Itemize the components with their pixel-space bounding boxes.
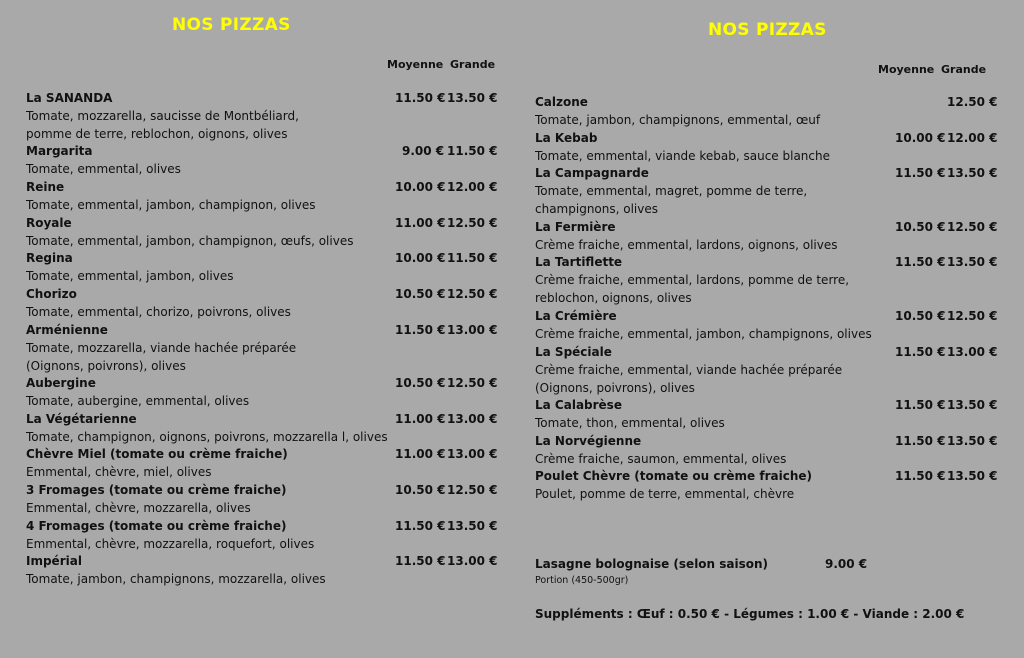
menu-item xyxy=(26,553,496,589)
item-name: La Kebab xyxy=(535,131,598,145)
price-grande: 13.50 € xyxy=(947,255,998,269)
menu-item xyxy=(26,250,496,286)
col-header-moyenne: Moyenne xyxy=(878,63,935,76)
price-moyenne: 10.00 € xyxy=(395,251,446,265)
item-desc: Tomate, champignon, oignons, poivrons, mozzarella l, olives xyxy=(26,429,388,444)
item-name: 4 Fromages (tomate ou crème fraiche) xyxy=(26,519,287,533)
item-name: Royale xyxy=(26,216,72,230)
item-name: Regina xyxy=(26,251,73,265)
price-moyenne: 11.00 € xyxy=(395,216,446,230)
item-name: Margarita xyxy=(26,144,93,158)
price-grande: 12.00 € xyxy=(447,180,498,194)
menu-item xyxy=(535,254,998,307)
price-grande: 12.50 € xyxy=(947,95,998,109)
menu-item xyxy=(535,308,998,344)
col-header-grande: Grande xyxy=(450,58,496,71)
price-moyenne: 11.00 € xyxy=(395,412,446,426)
menu-item xyxy=(26,446,496,482)
item-desc: Tomate, emmental, chorizo, poivrons, olives xyxy=(26,304,291,319)
menu-item xyxy=(535,219,998,255)
price-moyenne: 10.00 € xyxy=(895,131,946,145)
item-name: Impérial xyxy=(26,554,82,568)
price-moyenne: 10.50 € xyxy=(895,220,946,234)
menu-item xyxy=(26,143,496,179)
item-name: Reine xyxy=(26,180,65,194)
menu-item xyxy=(26,179,496,215)
price-moyenne: 10.50 € xyxy=(895,309,946,323)
price-grande: 13.50 € xyxy=(447,91,498,105)
col-header-moyenne: Moyenne xyxy=(387,58,444,71)
section-title: NOS PIZZAS xyxy=(172,15,291,35)
item-desc: Crème fraiche, saumon, emmental, olives xyxy=(535,451,787,466)
menu-item xyxy=(535,344,998,397)
menu-item xyxy=(26,411,496,447)
price-grande: 12.50 € xyxy=(447,287,498,301)
menu-item xyxy=(26,518,496,554)
price-grande: 12.50 € xyxy=(447,376,498,390)
price-grande: 13.50 € xyxy=(947,469,998,483)
menu-item xyxy=(535,397,998,433)
price-grande: 13.50 € xyxy=(947,166,998,180)
menu-item xyxy=(26,215,496,251)
menu-item xyxy=(535,468,998,504)
menu-item xyxy=(26,322,496,375)
menu-item xyxy=(535,165,998,218)
item-name: La Norvégienne xyxy=(535,434,642,448)
price-grande: 11.50 € xyxy=(447,251,498,265)
item-name: Poulet Chèvre (tomate ou crème fraiche) xyxy=(535,469,812,483)
item-desc: Tomate, thon, emmental, olives xyxy=(535,415,725,430)
price-grande: 12.50 € xyxy=(947,220,998,234)
price-grande: 12.00 € xyxy=(947,131,998,145)
menu-item xyxy=(535,94,998,130)
price-moyenne: 10.50 € xyxy=(395,483,446,497)
item-desc: Emmental, chèvre, mozzarella, roquefort, olives xyxy=(26,536,315,551)
lasagne-portion: Portion (450-500gr) xyxy=(535,575,629,586)
item-name: 3 Fromages (tomate ou crème fraiche) xyxy=(26,483,287,497)
price-moyenne: 10.50 € xyxy=(395,287,446,301)
item-name: La Crémière xyxy=(535,309,617,323)
price-moyenne: 11.50 € xyxy=(395,519,446,533)
price-moyenne: 11.50 € xyxy=(395,323,446,337)
price-grande: 13.50 € xyxy=(447,519,498,533)
price-grande: 11.50 € xyxy=(447,144,498,158)
menu-item xyxy=(26,482,496,518)
menu-item xyxy=(535,130,998,166)
item-name: Chèvre Miel (tomate ou crème fraiche) xyxy=(26,447,288,461)
item-desc: Emmental, chèvre, mozzarella, olives xyxy=(26,500,251,515)
item-desc: Poulet, pomme de terre, emmental, chèvre xyxy=(535,486,795,501)
col-header-grande: Grande xyxy=(941,63,987,76)
item-desc: Tomate, jambon, champignons, mozzarella, olives xyxy=(26,571,326,586)
item-desc: Tomate, emmental, jambon, champignon, olives xyxy=(26,197,316,212)
item-desc: Crème fraiche, emmental, lardons, pomme de terre, reblochon, oignons, olives xyxy=(535,272,850,305)
item-name: Arménienne xyxy=(26,323,108,337)
price-moyenne: 10.00 € xyxy=(395,180,446,194)
price-grande: 13.00 € xyxy=(447,554,498,568)
price-grande: 12.50 € xyxy=(447,216,498,230)
item-desc: Crème fraiche, emmental, viande hachée préparée (Oignons, poivrons), olives xyxy=(535,362,843,395)
item-desc: Tomate, mozzarella, viande hachée préparée (Oignons, poivrons), olives xyxy=(26,340,297,373)
section-title: NOS PIZZAS xyxy=(708,20,827,40)
price-moyenne: 11.50 € xyxy=(895,434,946,448)
item-desc: Tomate, jambon, champignons, emmental, œuf xyxy=(535,112,821,127)
item-name: Chorizo xyxy=(26,287,77,301)
menu-item xyxy=(26,286,496,322)
price-moyenne: 11.50 € xyxy=(895,469,946,483)
item-desc: Tomate, emmental, magret, pomme de terre, champignons, olives xyxy=(535,183,808,216)
price-grande: 13.50 € xyxy=(947,398,998,412)
item-name: Aubergine xyxy=(26,376,96,390)
item-name: La Végétarienne xyxy=(26,412,137,426)
price-moyenne: 11.50 € xyxy=(395,554,446,568)
item-name: La Tartiflette xyxy=(535,255,623,269)
item-desc: Crème fraiche, emmental, jambon, champignons, olives xyxy=(535,326,872,341)
price-moyenne: 11.50 € xyxy=(895,398,946,412)
item-name: La Calabrèse xyxy=(535,398,622,412)
price-grande: 12.50 € xyxy=(947,309,998,323)
item-desc: Tomate, emmental, viande kebab, sauce blanche xyxy=(535,148,830,163)
item-name: Lasagne bolognaise (selon saison) xyxy=(535,557,769,571)
menu-item xyxy=(26,375,496,411)
item-desc: Crème fraiche, emmental, lardons, oignons, olives xyxy=(535,237,838,252)
item-name: La SANANDA xyxy=(26,91,113,105)
item-desc: Tomate, emmental, olives xyxy=(26,161,181,176)
item-name: La Fermière xyxy=(535,220,616,234)
menu-item xyxy=(26,90,496,143)
price-grande: 13.00 € xyxy=(447,412,498,426)
item-desc: Tomate, emmental, jambon, olives xyxy=(26,268,234,283)
lasagne-item xyxy=(535,557,768,571)
price-grande: 13.50 € xyxy=(947,434,998,448)
price-moyenne: 9.00 € xyxy=(402,144,445,158)
item-name: La Spéciale xyxy=(535,345,612,359)
price-moyenne: 11.00 € xyxy=(395,447,446,461)
price-grande: 13.00 € xyxy=(447,323,498,337)
menu-item xyxy=(535,433,998,469)
price-moyenne: 11.50 € xyxy=(895,255,946,269)
price-grande: 13.00 € xyxy=(947,345,998,359)
price-grande: 13.00 € xyxy=(447,447,498,461)
price-moyenne: 11.50 € xyxy=(895,166,946,180)
price-grande: 12.50 € xyxy=(447,483,498,497)
item-desc: Tomate, emmental, jambon, champignon, œufs, olives xyxy=(26,233,354,248)
lasagne-price: 9.00 € xyxy=(825,557,868,571)
price-moyenne: 10.50 € xyxy=(395,376,446,390)
price-moyenne: 11.50 € xyxy=(395,91,446,105)
item-desc: Tomate, aubergine, emmental, olives xyxy=(26,393,250,408)
item-name: La Campagnarde xyxy=(535,166,649,180)
item-desc: Tomate, mozzarella, saucisse de Montbéliard, pomme de terre, reblochon, oignons, olives xyxy=(26,108,299,141)
supplements-line: Suppléments : Œuf : 0.50 € - Légumes : 1.00 € - Viande : 2.00 € xyxy=(535,607,965,621)
item-desc: Emmental, chèvre, miel, olives xyxy=(26,464,212,479)
price-moyenne: 11.50 € xyxy=(895,345,946,359)
item-name: Calzone xyxy=(535,95,588,109)
